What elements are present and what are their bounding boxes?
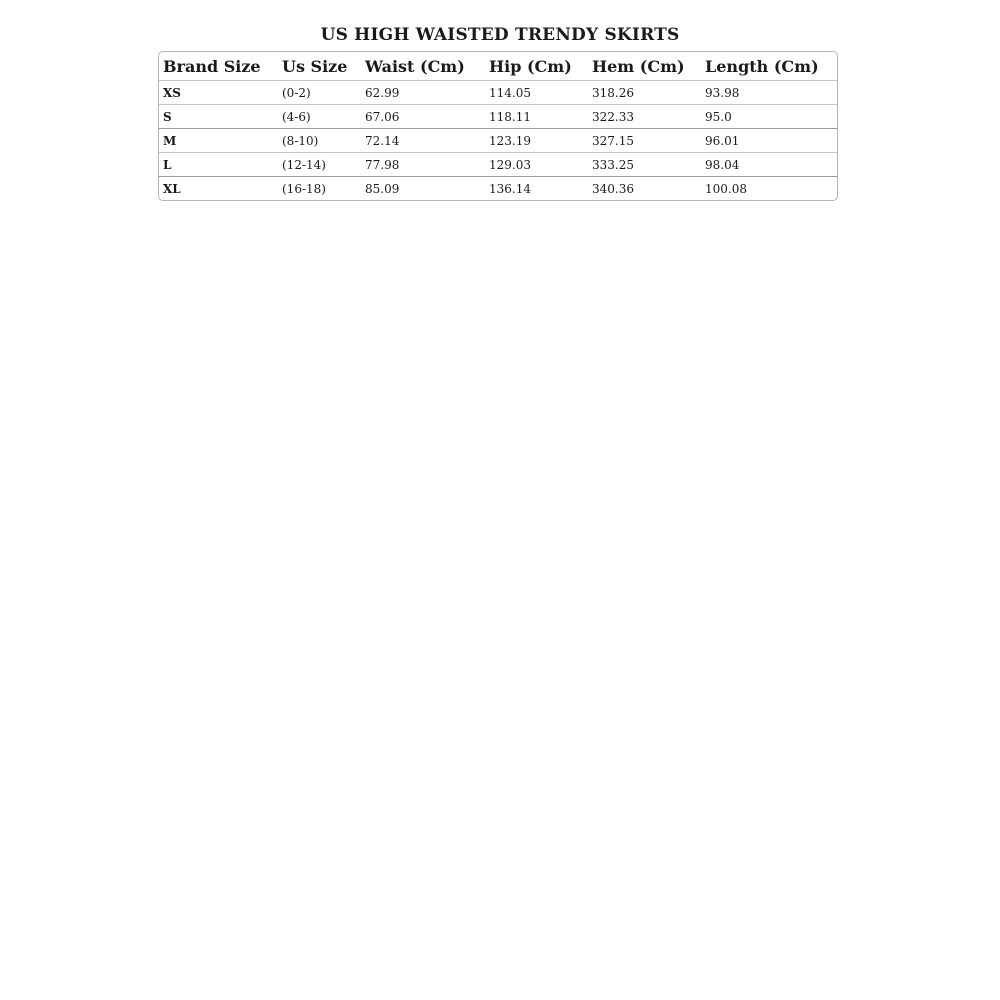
cell-length: 95.0	[701, 105, 838, 129]
cell-hip: 118.11	[485, 105, 588, 129]
cell-length: 100.08	[705, 181, 747, 196]
cell-us-size: (12-14)	[278, 153, 361, 177]
cell-hem: 327.15	[588, 129, 701, 153]
header-hip: Hip (Cm)	[485, 52, 588, 81]
table-row	[159, 177, 838, 201]
header-us-size: Us Size	[278, 52, 361, 81]
cell-hem: 340.36	[592, 181, 634, 196]
cell-brand-size: L	[159, 153, 278, 177]
cell-length: 96.01	[701, 129, 838, 153]
cell-brand-size: M	[159, 129, 278, 153]
cell-waist: 77.98	[361, 153, 485, 177]
header-waist: Waist (Cm)	[361, 52, 485, 81]
cell-brand-size: XL	[163, 181, 181, 196]
cell-length: 98.04	[701, 153, 838, 177]
cell-hem: 322.33	[588, 105, 701, 129]
cell-us-size: (8-10)	[278, 129, 361, 153]
header-hem: Hem (Cm)	[588, 52, 701, 81]
size-chart-table-container	[158, 51, 838, 201]
size-chart-table	[159, 52, 838, 200]
cell-hip: 114.05	[485, 81, 588, 105]
cell-hem: 318.26	[588, 81, 701, 105]
header-length: Length (Cm)	[701, 52, 838, 81]
cell-brand-size: XS	[159, 81, 278, 105]
table-row	[159, 81, 838, 105]
cell-waist: 85.09	[365, 181, 400, 196]
header-brand-size: Brand Size	[159, 52, 278, 81]
page-title: US HIGH WAISTED TRENDY SKIRTS	[320, 25, 680, 45]
table-header-row	[159, 52, 838, 81]
cell-length: 93.98	[701, 81, 838, 105]
cell-hip: 136.14	[489, 181, 531, 196]
cell-us-size: (16-18)	[282, 181, 326, 196]
cell-waist: 72.14	[361, 129, 485, 153]
table-row	[159, 153, 838, 177]
cell-us-size: (4-6)	[278, 105, 361, 129]
cell-us-size: (0-2)	[278, 81, 361, 105]
cell-hem: 333.25	[588, 153, 701, 177]
table-row	[159, 129, 838, 153]
cell-brand-size: S	[159, 105, 278, 129]
cell-hip: 129.03	[485, 153, 588, 177]
cell-waist: 67.06	[361, 105, 485, 129]
table-row	[159, 105, 838, 129]
cell-hip: 123.19	[485, 129, 588, 153]
cell-waist: 62.99	[361, 81, 485, 105]
